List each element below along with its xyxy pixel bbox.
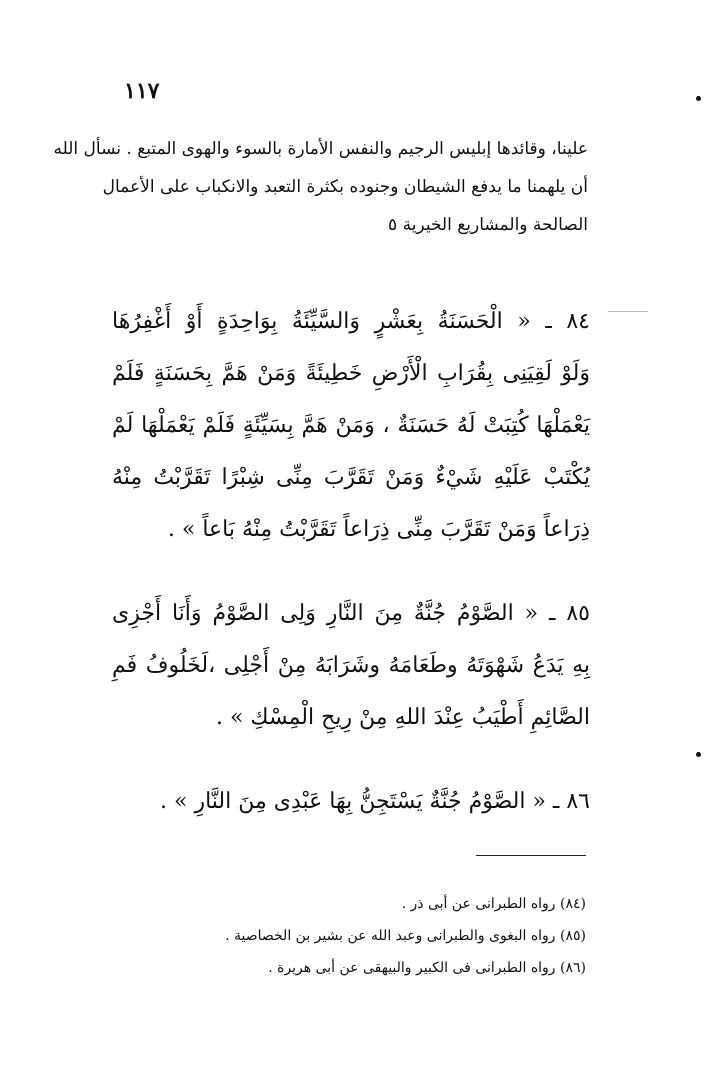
hadith-line: ٨٤ ـ « الْحَسَنَةُ بِعَشْرٍ وَالسَّيِّئَةُ بِوَاحِدَةٍ أَوْ أَغْفِرُهَا	[112, 309, 590, 334]
hadith-line: وَلَوْ لَقِيَنِى بِقُرَابِ الْأَرْضِ خَطِيئَةً وَمَنْ هَمَّ بِحَسَنَةٍ فَلَمْ	[112, 361, 590, 386]
hadith-line: يُكْتَبْ عَلَيْهِ شَيْءٌ وَمَنْ تَقَرَّبَ مِنِّى شِبْرًا تَقَرَّبْتُ مِنْهُ	[112, 465, 590, 490]
hadith-line: ٨٦ ـ « الصَّوْمُ جُنَّةٌ يَسْتَجِنُّ بِهَا عَبْدِى مِنَ النَّارِ » .	[160, 789, 590, 814]
intro-line: الصالحة والمشاريع الخيرية ٥	[388, 215, 588, 235]
margin-dot	[696, 752, 701, 757]
intro-paragraph	[53, 130, 588, 244]
decorative-dash	[608, 311, 648, 312]
intro-line: أن يلهمنا ما يدفع الشيطان وجنوده بكثرة التعبد والانكباب على الأعمال	[102, 177, 588, 197]
hadith-86	[112, 776, 590, 828]
footnote-84: (٨٤) رواه الطبرانى عن أبى ذر .	[401, 896, 586, 912]
hadith-line: ٨٥ ـ « الصَّوْمُ جُنَّةٌ مِنَ النَّارِ وَلِى الصَّوْمُ وَأَنَا أَجْزِى	[112, 601, 590, 626]
footnote-separator	[476, 855, 586, 856]
hadith-84	[112, 296, 590, 556]
footnotes	[130, 888, 586, 984]
footnote-86: (٨٦) رواه الطبرانى فى الكبير والبيهقى عن أبى هريرة .	[268, 960, 586, 976]
hadith-85	[112, 588, 590, 744]
margin-dot	[696, 96, 701, 101]
page-number: ١١٧	[124, 78, 160, 104]
intro-line: علينا، وقائدها إبليس الرجيم والنفس الأمارة بالسوء والهوى المتبع . نسأل الله	[53, 139, 588, 159]
footnote-85: (٨٥) رواه البغوى والطبرانى وعبد الله عن بشير بن الخصاصية .	[225, 928, 586, 944]
hadith-line: ذِرَاعاً وَمَنْ تَقَرَّبَ مِنِّى ذِرَاعاً تَقَرَّبْتُ مِنْهُ بَاعاً » .	[167, 517, 590, 542]
hadith-line: الصَّائِمِ أَطْيَبُ عِنْدَ اللهِ مِنْ رِيحِ الْمِسْكِ » .	[215, 705, 590, 730]
hadith-line: يَعْمَلْهَا كُتِبَتْ لَهُ حَسَنَةٌ ، وَمَنْ هَمَّ بِسَيِّئَةٍ فَلَمْ يَعْمَلْهَا لَمْ	[112, 413, 590, 438]
hadith-line: بِهِ يَدَعُ شَهْوَتَهُ وطَعَامَهُ وشَرَابَهُ مِنْ أَجْلِى ،لَخَلُوفُ فَمِ	[112, 653, 590, 678]
